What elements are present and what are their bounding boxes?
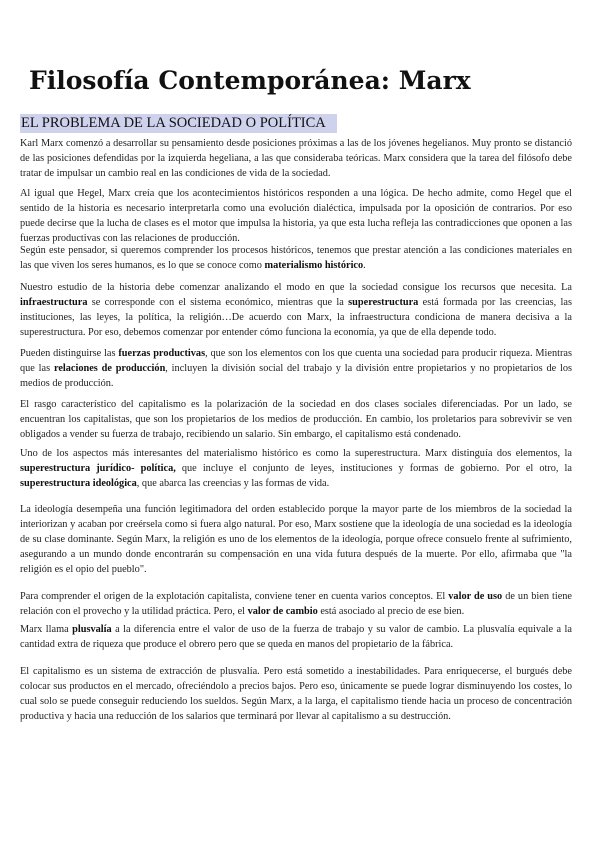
text-segment: , que abarca las creencias y las formas de vida. [136, 478, 330, 489]
text-segment: , incluyen la división social del trabajo y la división entre propietarios y no propietarios de los medios de producción. [20, 363, 572, 389]
bold-term: materialismo histórico [264, 260, 364, 271]
page-title: Filosofía Contemporánea: Marx [29, 66, 471, 95]
paragraph [20, 664, 572, 724]
section-heading: EL PROBLEMA DE LA SOCIEDAD O POLÍTICA [20, 114, 337, 133]
bold-term: superestructura ideológica [20, 478, 137, 489]
paragraph [20, 622, 572, 652]
text-segment: , que son los elementos con los que cuenta una sociedad para producir riqueza. Mientras que las [20, 348, 572, 374]
paragraph [20, 280, 572, 340]
text-segment: El rasgo característico del capitalismo es la polarización de la sociedad en dos clases sociales diferenciadas. Por un lado, se encuentran los capitalistas, que son los propietarios de los medios de producción. En cambio, los proletarios para sobrevivir se ven obligados a vender su fuerza de trabajo, recibiendo un salario. Sin embargo, el capitalismo está condenado. [20, 399, 572, 440]
text-segment: Según este pensador, si queremos comprender los procesos históricos, tenemos que prestar atención a las condiciones materiales en las que viven los seres humanos, es lo que se conoce como [20, 245, 572, 271]
text-segment: Karl Marx comenzó a desarrollar su pensamiento desde posiciones próximas a las de los jóvenes hegelianos. Muy pronto se distanció de las posiciones defendidas por la izquierda hegeliana, a las que consideraba teóricas. Marx considera que la tarea del filósofo debe tratar de impulsar un cambio real en las condiciones de vida de la sociedad. [20, 138, 572, 179]
text-segment: El capitalismo es un sistema de extracción de plusvalía. Pero está sometido a inestabilidades. Para enriquecerse, el burgués debe colocar sus productos en el mercado, ofreciéndolo a precios bajos. Pero eso, únicamente se puede lograr disminuyendo los costes, lo cual solo se puede conseguir reduciendo los sueldos. Según Marx, a la larga, el capitalismo tiende hacia un proceso de concentración productiva y hacia una reducción de los salarios que terminará por llevar al capitalismo a su destrucción. [20, 666, 572, 722]
paragraph [20, 589, 572, 619]
bold-term: plusvalía [72, 624, 112, 635]
text-segment: está formada por las creencias, las instituciones, las leyes, la política, la religión…De acuerdo con Marx, la infraestructura condiciona de manera decisiva a la superestructura. Por eso, debemos comenzar por entender cómo funciona la economía, ya que de ella depende todo. [20, 297, 572, 338]
text-segment: Uno de los aspectos más interesantes del materialismo histórico es como la superestructura. Marx distinguía dos elementos, la [20, 448, 572, 459]
paragraph [20, 346, 572, 391]
text-segment: . [363, 260, 366, 271]
paragraph [20, 136, 572, 181]
bold-term: relaciones de producción [53, 363, 166, 374]
paragraph [20, 502, 572, 577]
bold-term: superestructura [348, 297, 419, 308]
paragraph [20, 243, 572, 273]
text-segment: se corresponde con el sistema económico, mientras que la [87, 297, 349, 308]
text-segment: Marx llama [20, 624, 73, 635]
text-segment: Pueden distinguirse las [20, 348, 119, 359]
bold-term: valor de uso [448, 591, 503, 602]
paragraph [20, 446, 572, 491]
text-segment: está asociado al precio de ese bien. [317, 606, 465, 617]
bold-term: fuerzas productivas [118, 348, 206, 359]
text-segment: de un bien tiene relación con el provecho y la utilidad práctica. Pero, el [20, 591, 572, 617]
paragraph [20, 186, 572, 246]
text-segment: La ideología desempeña una función legitimadora del orden establecido porque la mayor parte de los miembros de la sociedad la interiorizan y acaban por creérsela como si fuera algo natural. Por eso, Marx sostiene que la ideología de una sociedad es la ideología de su clase dominante. Según Marx, la religión es uno de los elementos de la ideología, porque ofrece consuelo frente al sufrimiento, asegurando a un mundo donde encontrarán su compensación en una vida futura después de la muerte. Por ello, afirmaba que "la religión es el opio del pueblo". [20, 504, 572, 575]
text-segment: a la diferencia entre el valor de uso de la fuerza de trabajo y su valor de cambio. La plusvalía equivale a la cantidad extra de riqueza que produce el obrero pero que se queda en manos del propietario de la fábrica. [20, 624, 572, 650]
text-segment: Para comprender el origen de la explotación capitalista, conviene tener en cuenta varios conceptos. El [20, 591, 449, 602]
bold-term: valor de cambio [247, 606, 318, 617]
bold-term: infraestructura [20, 297, 88, 308]
text-segment: Al igual que Hegel, Marx creía que los acontecimientos históricos responden a una lógica. De hecho admite, como Hegel que el sentido de la historia es necesario interpretarla como una evolución dialéctica, impulsada por la oposición de contrarios. Por eso puede decirse que la lucha de clases es el motor que impulsa la historia, ya que esta lucha refleja las contradicciones que oponen a las fuerzas productivas con las relaciones de producción. [20, 188, 572, 244]
text-segment: Nuestro estudio de la historia debe comenzar analizando el modo en que la sociedad consigue los recursos que necesita. La [20, 282, 572, 293]
text-segment: que incluye el conjunto de leyes, instituciones y formas de gobierno. Por el otro, la [175, 463, 572, 474]
bold-term: superestructura jurídico- política, [20, 463, 176, 474]
paragraph [20, 397, 572, 442]
